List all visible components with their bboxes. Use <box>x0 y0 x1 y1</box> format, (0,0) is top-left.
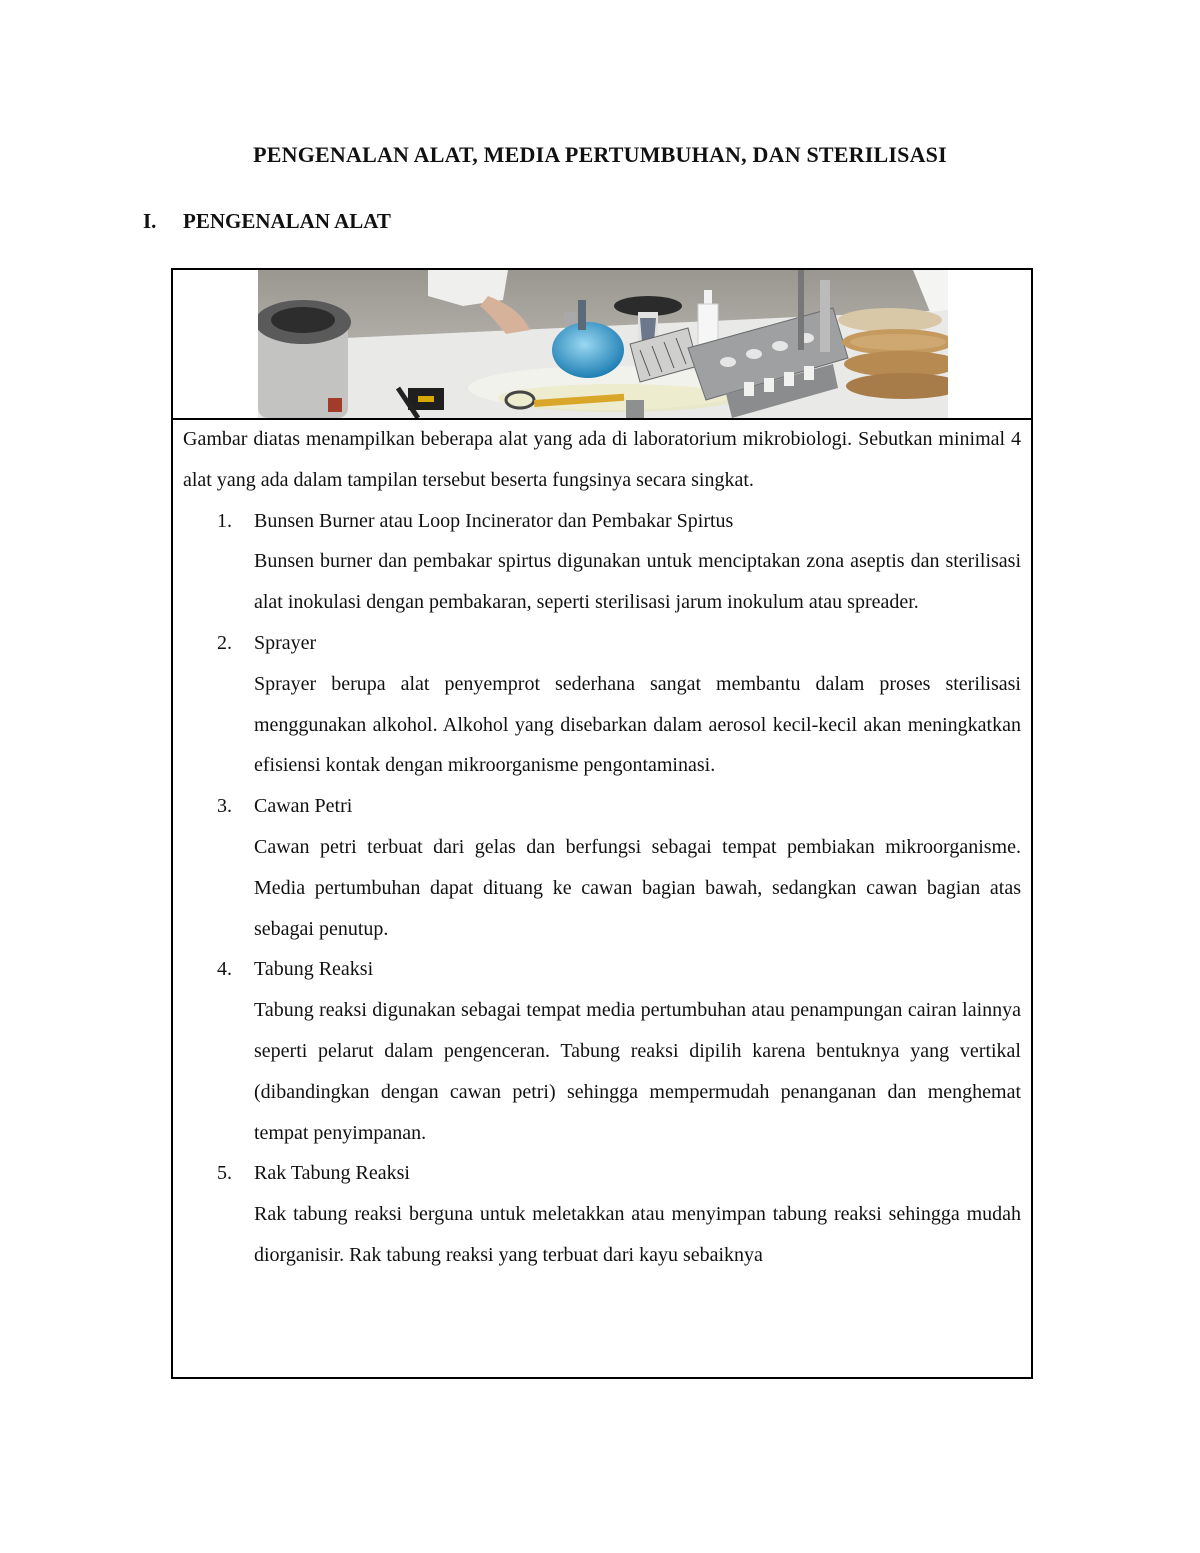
document-title: PENGENALAN ALAT, MEDIA PERTUMBUHAN, DAN STERILISASI <box>253 142 947 167</box>
item-description: Bunsen burner dan pembakar spirtus digunakan untuk menciptakan zona aseptis dan sterilisasi alat inokulasi dengan pembakaran, seperti sterilisasi jarum inokulum atau spreader. <box>254 550 1021 614</box>
item-number: 5. <box>217 1162 232 1185</box>
photo-cell <box>173 270 1031 420</box>
list-item <box>183 786 1021 949</box>
question-text: Gambar diatas menampilkan beberapa alat yang ada di laboratorium mikrobiologi. Sebutkan minimal 4 alat yang ada dalam tampilan tersebut beserta fungsinya secara singkat. <box>183 428 1021 491</box>
answer-cell <box>183 419 1021 1276</box>
item-number: 4. <box>217 958 232 981</box>
section-number: I. <box>143 209 157 233</box>
section-heading <box>143 209 391 234</box>
list-item <box>183 949 1021 1153</box>
item-description: Cawan petri terbuat dari gelas dan berfungsi sebagai tempat pembiakan mikroorganisme. Media pertumbuhan dapat dituang ke cawan bagian bawah, sedangkan cawan bagian atas sebagai penutup. <box>254 835 1021 940</box>
item-number: 1. <box>217 509 232 532</box>
lab-equipment-photo <box>258 270 948 418</box>
list-item <box>183 1153 1021 1275</box>
item-number: 3. <box>217 795 232 818</box>
content-table <box>171 268 1033 1379</box>
item-description: Rak tabung reaksi berguna untuk meletakkan atau menyimpan tabung reaksi sehingga mudah diorganisir. Rak tabung reaksi yang terbuat dari kayu sebaiknya <box>254 1203 1021 1266</box>
item-description: Tabung reaksi digunakan sebagai tempat media pertumbuhan atau penampungan cairan lainnya seperti pelarut dalam pengenceran. Tabung reaksi dipilih karena bentuknya yang vertikal (dibandingkan dengan cawan petri) sehingga mempermudah penanganan dan menghemat tempat penyimpanan. <box>254 999 1021 1144</box>
item-number: 2. <box>217 631 232 654</box>
list-item <box>183 501 1021 623</box>
tool-list <box>183 501 1021 1276</box>
item-name: Tabung Reaksi <box>254 958 374 981</box>
list-item <box>183 623 1021 786</box>
item-name: Sprayer <box>254 631 317 654</box>
item-name: Bunsen Burner atau Loop Incinerator dan Pembakar Spirtus <box>254 509 734 532</box>
item-name: Cawan Petri <box>254 795 353 818</box>
section-heading-text: PENGENALAN ALAT <box>183 209 391 233</box>
item-description: Sprayer berupa alat penyemprot sederhana sangat membantu dalam proses sterilisasi menggunakan alkohol. Alkohol yang disebarkan dalam aerosol kecil-kecil akan meningkatkan efisiensi kontak dengan mikroorganisme pengontaminasi. <box>254 672 1021 777</box>
item-name: Rak Tabung Reaksi <box>254 1162 410 1185</box>
